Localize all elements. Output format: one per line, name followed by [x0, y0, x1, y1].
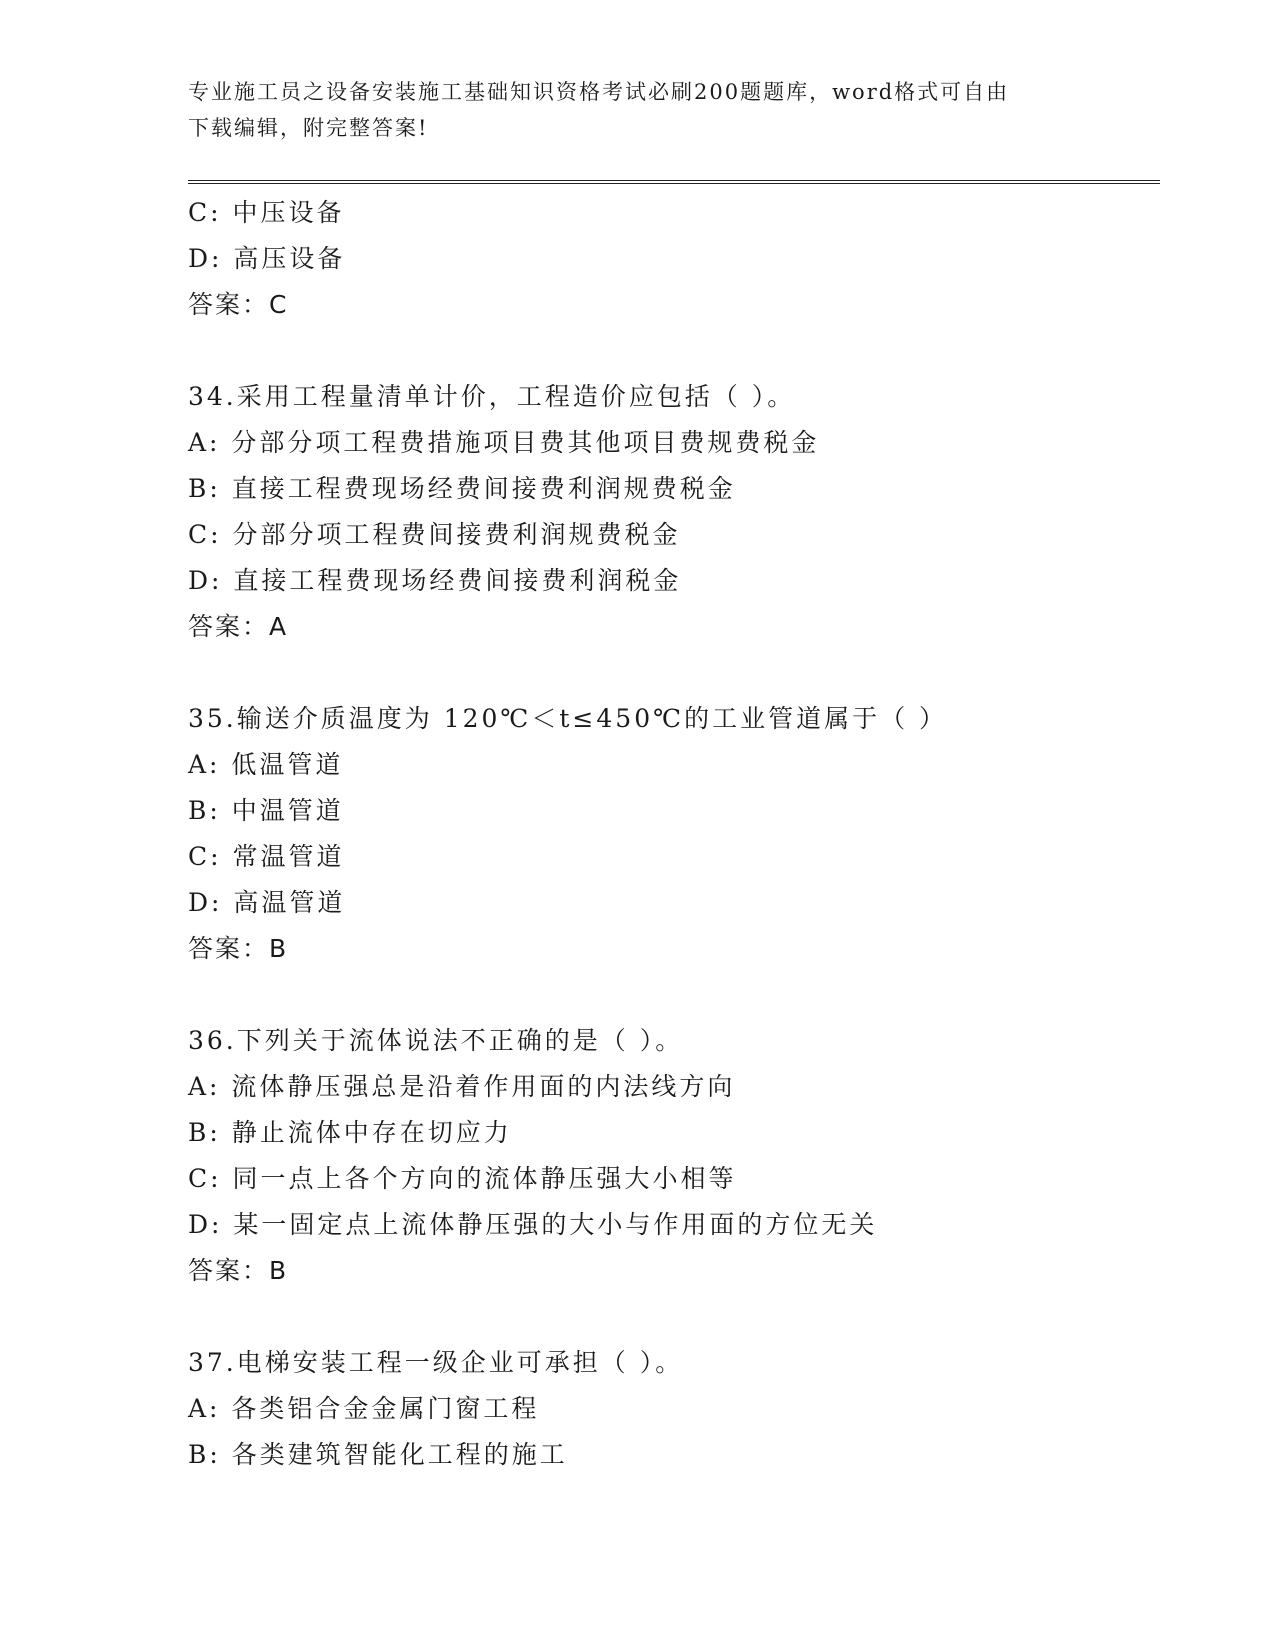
page-header	[188, 74, 1088, 146]
option-d: D: 直接工程费现场经费间接费利润税金	[188, 566, 682, 595]
header-line-1: 专业施工员之设备安装施工基础知识资格考试必刷200题题库，word格式可自由	[188, 80, 1010, 104]
spacer	[188, 1294, 1160, 1340]
header-line-2: 下载编辑，附完整答案!	[188, 116, 429, 140]
option-a: A: 流体静压强总是沿着作用面的内法线方向	[188, 1072, 736, 1101]
answer-line: 答案：A	[188, 612, 289, 641]
option-c: C: 分部分项工程费间接费利润规费税金	[188, 520, 681, 549]
answer-line: 答案：B	[188, 1256, 289, 1285]
question-text: 37.电梯安装工程一级企业可承担（ ）。	[188, 1348, 684, 1377]
question-text: 35.输送介质温度为 120℃＜t≤450℃的工业管道属于（ ）	[188, 704, 948, 733]
option-d: D: 高压设备	[188, 244, 346, 273]
option-b: B: 各类建筑智能化工程的施工	[188, 1440, 568, 1469]
answer-line: 答案：C	[188, 290, 289, 319]
option-b: B: 静止流体中存在切应力	[188, 1118, 512, 1147]
option-d: D: 高温管道	[188, 888, 346, 917]
question-34	[188, 374, 1160, 650]
option-a: A: 各类铝合金金属门窗工程	[188, 1394, 540, 1423]
spacer	[188, 972, 1160, 1018]
option-b: B: 中温管道	[188, 796, 344, 825]
question-33-partial	[188, 190, 1160, 328]
question-36	[188, 1018, 1160, 1294]
spacer	[188, 328, 1160, 374]
header-divider	[188, 180, 1160, 184]
option-c: C: 同一点上各个方向的流体静压强大小相等	[188, 1164, 737, 1193]
option-c: C: 中压设备	[188, 198, 345, 227]
option-c: C: 常温管道	[188, 842, 345, 871]
question-37	[188, 1340, 1160, 1478]
document-body	[188, 190, 1160, 1478]
question-text: 34.采用工程量清单计价，工程造价应包括（ ）。	[188, 382, 796, 411]
option-a: A: 分部分项工程费措施项目费其他项目费规费税金	[188, 428, 820, 457]
option-b: B: 直接工程费现场经费间接费利润规费税金	[188, 474, 736, 503]
spacer	[188, 650, 1160, 696]
question-35	[188, 696, 1160, 972]
question-text: 36.下列关于流体说法不正确的是（ ）。	[188, 1026, 684, 1055]
option-a: A: 低温管道	[188, 750, 344, 779]
option-d: D: 某一固定点上流体静压强的大小与作用面的方位无关	[188, 1210, 878, 1239]
answer-line: 答案：B	[188, 934, 289, 963]
